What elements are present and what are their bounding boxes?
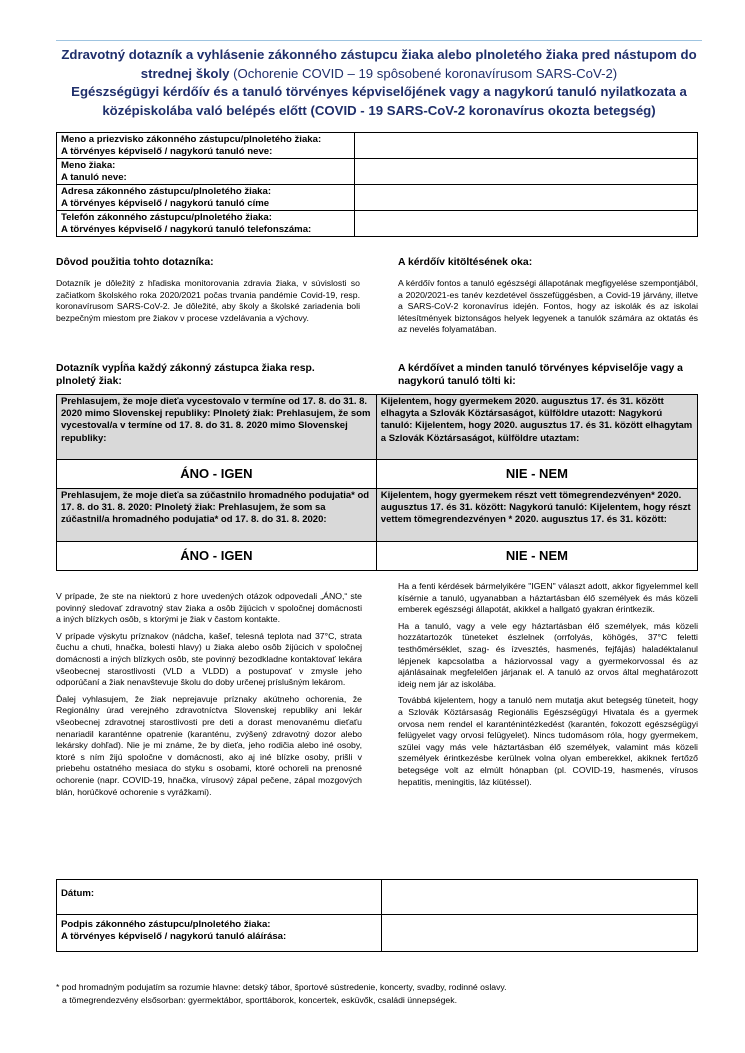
body-text-sk	[56, 591, 362, 803]
date-label: Dátum:	[57, 880, 382, 915]
phone-field[interactable]	[355, 211, 698, 237]
yes-option[interactable]: ÁNO - IGEN	[57, 542, 377, 571]
questions-table	[56, 394, 698, 571]
reason-text-sk: Dotazník je dôležitý z hľadiska monitorovania zdravia žiaka, v súvislosti so začiatkom školského roka 2020/2021 počas trvania pandémie Covid-19, resp. koronavírusom SARS-CoV-2. Je dôležité, aby školy a školské zariadenia boli bezpečným miestom pre žiakov v procese vzdelávania a výchovy.	[56, 278, 360, 323]
info-row-phone	[57, 211, 698, 237]
signature-field[interactable]	[382, 915, 698, 952]
footnote-sk: * pod hromadným podujatím sa rozumie hlavne: detský tábor, športové sústredenie, koncerty, svadby, rodinné oslavy.	[56, 982, 507, 992]
title-sk-normal: (Ochorenie COVID – 19 spôsobené koronavírusom SARS-CoV-2)	[233, 65, 618, 81]
fill-heading-hu: A kérdőívet a minden tanuló törvényes képviselője vagy a nagykorú tanuló tölti ki:	[398, 363, 683, 387]
paragraph: V prípade výskytu príznakov (nádcha, kašeľ, telesná teplota nad 37°C, strata čuchu a chuti, hnačka, bolesti hlavy) u žiaka alebo osôb žijúcich v spoločnej domácnosti a iných blízkych osôb, ste povinný bezodkladne kontaktovať lekára všeobecnej starostlivosti (VLD a VLDD) a postupovať v zmysle jeho odporúčaní a žiak nenavštevuje školu do doby určenej príslušným lekárom.	[56, 630, 362, 688]
info-row-address	[57, 185, 698, 211]
label-hu: A törvényes képviselő / nagykorú tanuló aláírása:	[61, 931, 287, 942]
label-sk: Podpis zákonného zástupcu/plnoletého žiaka:	[61, 919, 271, 930]
answer-row-travel	[57, 460, 698, 489]
question-hu: Kijelentem, hogy gyermekem 2020. augusztus 17. és 31. között elhagyta a Szlovák Köztársaságot, külföldre utazott: Nagykorú tanuló: Kijelentem, hogy 2020. augusztus 17. és 31. között elhagytam a Szlovák Köztársaságot, külföldre utaztam:	[376, 395, 697, 460]
label-sk: Telefón zákonného zástupcu/plnoletého žiaka:	[61, 212, 272, 223]
reason-text-hu: A kérdőív fontos a tanuló egészségi állapotának megfigyelése szempontjából, a 2020/2021-es tanév kezdetével összefüggésben, a Covid-19 járvány, illetve a SARS-CoV-2 koronavírus idején. Fontos, hogy az iskolák és az iskolai létesítmények biztonságos helyek legyenek a tanulók számára az oktatás és az nevelés folyamatában.	[398, 278, 698, 335]
reason-heading-sk: Dôvod použitia tohto dotazníka:	[56, 257, 214, 268]
reason-heading-hu: A kérdőív kitöltésének oka:	[398, 257, 533, 268]
no-option[interactable]: NIE - NEM	[376, 460, 697, 489]
yes-option[interactable]: ÁNO - IGEN	[57, 460, 377, 489]
question-row-event	[57, 489, 698, 542]
answer-row-event	[57, 542, 698, 571]
date-row	[57, 880, 698, 915]
title-sk-bold: Zdravotný dotazník a vyhlásenie zákonného zástupcu žiaka alebo plnoletého žiaka pred nástupom do strednej školy	[61, 47, 697, 81]
footnote-hu: a tömegrendezvény elsősorban: gyermektábor, sporttáborok, koncertek, esküvők, családi ünnepségek.	[62, 994, 458, 1005]
label-sk: Meno žiaka:	[61, 160, 116, 171]
parent-name-field[interactable]	[355, 133, 698, 159]
info-label	[57, 159, 355, 185]
signature-label	[57, 915, 382, 952]
paragraph: Ha a fenti kérdések bármelyikére "IGEN" választ adott, akkor figyelemmel kell kísérnie a tanuló, ugyanabban a háztartásban élő személyek és más közeli emberek egészségi állapotát, akikkel a hallgató gyakran érintkezik.	[398, 581, 698, 615]
signature-table	[56, 879, 698, 952]
signature-row	[57, 915, 698, 952]
label-sk: Meno a priezvisko zákonného zástupcu/plnoletého žiaka:	[61, 134, 322, 145]
question-sk: Prehlasujem, že moje dieťa vycestovalo v termíne od 17. 8. do 31. 8. 2020 mimo Slovenskej republiky: Plnoletý žiak: Prehlasujem, že som vycestoval/a v termíne od 17. 8. do 31. 8. 2020 mimo Slovenskej republiky:	[57, 395, 377, 460]
top-rule	[56, 40, 702, 41]
student-name-field[interactable]	[355, 159, 698, 185]
question-row-travel	[57, 395, 698, 460]
address-field[interactable]	[355, 185, 698, 211]
label-hu: A törvényes képviselő / nagykorú tanuló címe	[61, 197, 270, 209]
paragraph: V prípade, že ste na niektorú z hore uvedených otázok odpovedali „ÁNO,“ ste povinný sledovať zdravotný stav žiaka a osôb žijúcich v spoločnej domácnosti a iných blízkych osôb, s ktorými je žiak v častom kontakte.	[56, 591, 362, 625]
info-label	[57, 211, 355, 237]
date-field[interactable]	[382, 880, 698, 915]
info-label	[57, 133, 355, 159]
paragraph: Ha a tanuló, vagy a vele egy háztartásban élő személyek, más közeli hozzátartozók tüneteket észlelnek (orrfolyás, köhögés, 37°C feletti testhőmérséklet, szag- és ízvesztés, hasmenés, fejfájás) haladéktalanul lépjenek kapcsolatba a háziorvossal vagy a gyermekorvossal és az ajánlásainak megfelelően járjanak el. A tanuló az orvos által meghatározott ideig nem jár az iskolába.	[398, 620, 698, 689]
question-hu: Kijelentem, hogy gyermekem részt vett tömegrendezvényen* 2020. augusztus 17. és 31. között: Nagykorú tanuló: Kijelentem, hogy részt vettem tömegrendezvényen * 2020. augusztus 17. és 31. között:	[376, 489, 697, 542]
body-text-hu	[398, 581, 698, 793]
label-hu: A tanuló neve:	[61, 171, 127, 183]
question-sk: Prehlasujem, že moje dieťa sa zúčastnilo hromadného podujatia* od 17. 8. do 31. 8. 2020: Plnoletý žiak: Prehlasujem, že som sa zúčastnil/a hromadného podujatia* od 17. 8. do 31. 8. 2020:	[57, 489, 377, 542]
label-hu: A törvényes képviselő / nagykorú tanuló telefonszáma:	[61, 223, 312, 235]
info-label	[57, 185, 355, 211]
info-table	[56, 132, 698, 237]
paragraph: Továbbá kijelentem, hogy a tanuló nem mutatja akut betegség tüneteit, hogy a Szlovák Köztársaság Regionális Egészségügyi Hivatala és a gyermek orvosa nem rendel el karanténintézkedést (karantén, fokozott egészségügyi felügyelet vagy orvosi felügyelet). Nincs tudomásom róla, hogy gyermekem, szülei vagy más vele háztartásban élő személyek, valamint más közeli személyek érintkezésbe kerülnek volna olyan emberekkel, akiknek fertőző betegsége volt az elmúlt hónapban (pl. COVID-19, hasmenés, vírusos hepatitis, meningitis, láz kiütéssel).	[398, 695, 698, 787]
fill-heading-sk: Dotazník vypĺňa každý zákonný zástupca žiaka resp. plnoletý žiak:	[56, 363, 315, 387]
document-title	[56, 46, 702, 120]
info-row-student-name	[57, 159, 698, 185]
label-hu: A törvényes képviselő / nagykorú tanuló neve:	[61, 145, 273, 157]
label-sk: Adresa zákonného zástupcu/plnoletého žiaka:	[61, 186, 272, 197]
paragraph: Ďalej vyhlasujem, že žiak neprejavuje príznaky akútneho ochorenia, že Regionálny úrad verejného zdravotníctva Slovenskej republiky ani lekár všeobecnej zdravotnej starostlivosti pre deti a dorast menovanému dieťaťu nenariadil karanténne opatrenie (karanténu, zvýšený zdravotný dozor alebo lekársky dohľad). Nie je mi známe, že by dieťa, jeho rodičia alebo iné osoby, ktoré s ním žijú spoločne v domácnosti, ako aj iné blízke osoby, prišli v priebehu ostatného mesiaca do styku s osobami, ktoré ochoreli na prenosné ochorenie (napr. COVID-19, hnačka, vírusový zápal pečene, zápal mozgových blán, horúčkové ochorenie s vyrážkami).	[56, 693, 362, 797]
footnote	[56, 981, 507, 1006]
no-option[interactable]: NIE - NEM	[376, 542, 697, 571]
info-row-parent-name	[57, 133, 698, 159]
title-hu: Egészségügyi kérdőív és a tanuló törvényes képviselőjének vagy a nagykorú tanuló nyilatkozata a középiskolába való belépés előtt (COVID - 19 SARS-CoV-2 koronavírus okozta betegség)	[71, 84, 687, 118]
